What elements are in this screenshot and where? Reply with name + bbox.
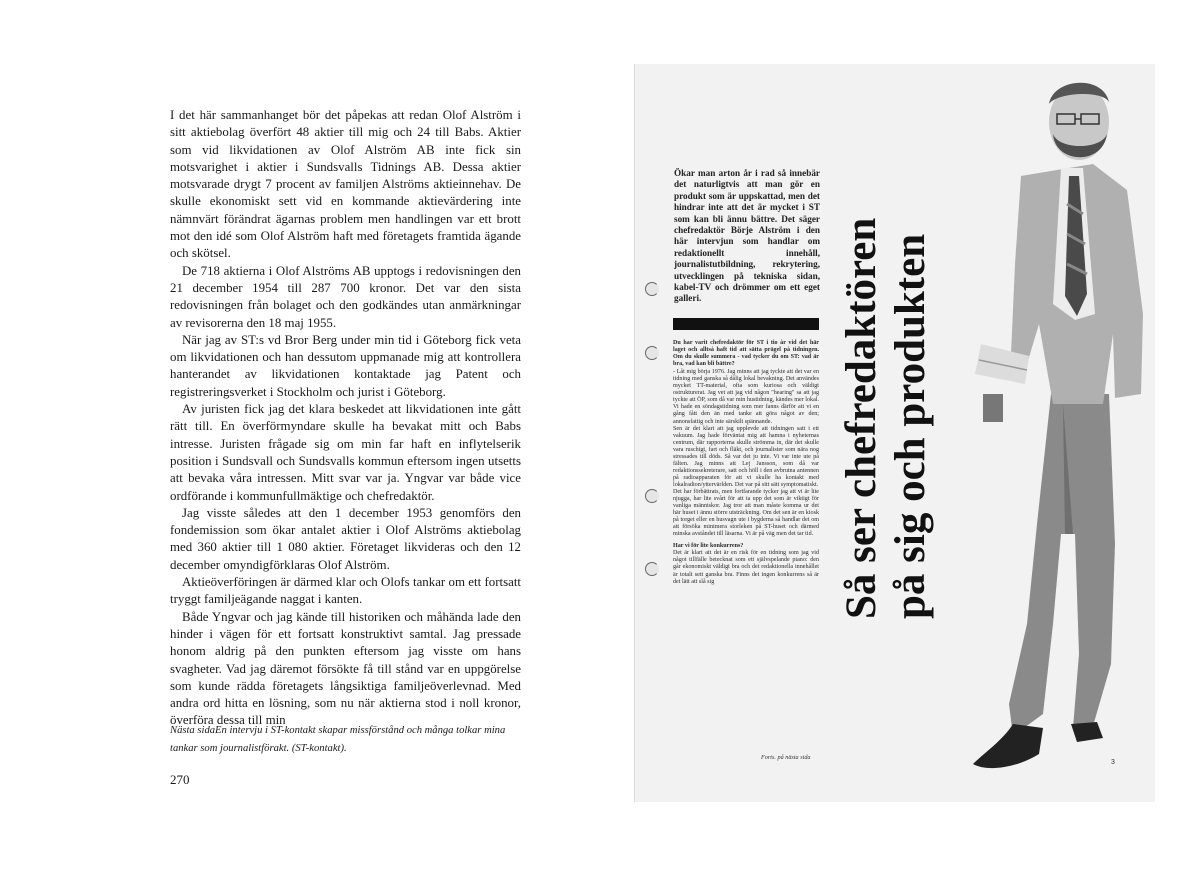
article-paragraph: Sen är det klart att jag upplevde att tidningen satt i ett vakuum. Jag hade förväntat mig att hamna i nyheternas centrum, där rapporterna skulle strömma in, där det skulle vara ruschigt, fart och fläkt, och journalister som nära nog stressades till döds. Så var det ju inte. Vi var inte ute på fälten. Jag minns att Lej Jansson, som då var redaktionssekreterare, satt och höll i den avbrutna antennen på radioapparaten för att vi skulle ha kontakt med lokalradion/yttervärlden. Det var på sitt sätt symptomatiskt. — [673, 425, 819, 488]
magazine-page-number: 3 — [1111, 759, 1115, 766]
paragraph: När jag av ST:s vd Bror Berg under min tid i Göteborg fick veta om likvidationen och han dessutom uppmanade mig att kontrollera hanterandet av likvidationen kontaktade jag Patent och registreringsverket i Stockholm och jurist i Göteborg. — [170, 332, 521, 399]
paragraph: De 718 aktierna i Olof Alströms AB upptogs i redovisningen den 21 december 1954 till 287 700 kronor. Det var den sista redovisningen från bolaget och den godkändes utan anmärkningar av revisorerna den 18 maj 1955. — [170, 263, 521, 330]
image-caption: Nästa sidaEn intervju i ST-kontakt skapar missförstånd och många tolkar mina tankar som journalistförakt. (ST-kontakt). — [170, 725, 506, 754]
headline-line: Så ser chefredaktören — [838, 217, 885, 619]
portrait-photo — [943, 64, 1155, 802]
lead-text: Ökar man arton år i rad så innebär det naturligtvis att man gör en produkt som är uppskattad, men det hindrar inte att det är mycket i ST som kan bli ännu bättre. Det säger chefredaktör Börje Alström i den här intervjun som handlar om redaktionellt innehåll, journalistutbildning, rekrytering, utvecklingen på tekniska sidan, kabel-TV och drömmer om ett eget galleri. — [674, 168, 820, 304]
article-subhead: Har vi för lite konkurrens? — [673, 543, 744, 550]
paragraph: Både Yngvar och jag kände till historiken och måhända lade den hinder i vägen för ett fortsatt konstruktivt samtal. Jag pressade honom aldrig på den punkten eftersom jag visste om hans svagheter. Vad jag däremot försökte få till stånd var en uppgörelse som kunde rädda företagets långsiktiga familjeöverlevnad. Med andra ord hitta en lösning, som nu när aktierna stod i noll kronor, överföra dessa till min — [170, 609, 521, 728]
binder-hole-icon — [645, 562, 659, 576]
body-text — [170, 107, 521, 730]
paragraph: I det här sammanhanget bör det påpekas att redan Olof Alström i sitt aktiebolag överfört 48 aktier till mig och 24 till Babs. Aktier som vid likvidationen av Olof Alström AB inte fick sin motsvarighet i aktier i Sundsvalls Tidnings AB. Dessa aktier motsvarade drygt 7 procent av familjen Alströms aktieinnehav. De skulle ekonomiskt sett vid en kommande aktievärdering inte nämnvärt förändrat ägarnas problem men handlingen var ett brott mot den idé som Olof Alström haft med företagets framtida ägande och skötsel. — [170, 108, 521, 261]
separator-bar — [673, 318, 819, 330]
binder-hole-icon — [645, 282, 659, 296]
page-number: 270 — [170, 772, 190, 787]
article-paragraph: Det har förbättrats, men fortfarande tycker jag att vi är lite njugga, har lite svårt för att ta upp det som är viktigt för vanliga människor. Jag tror att man måste komma ur det här huset i ännu större utsträckning. Om det sen är en kiosk på torget eller en husvagn ute i bygderna så handlar det om att försöka minimera storleken på ST-huset och därmed minska avståndet till läsarna. Vi är på väg men det tar tid. — [673, 488, 819, 538]
paragraph: Av juristen fick jag det klara beskedet att likvidationen inte gått rätt till. En överförmyndare skulle ha bevakat mitt och Babs intresse. Juristen frågade sig om min far haft en inflytelserik position i Sundsvall och Sundsvalls kommun eftersom ingen utsetts att bevaka våra intressen. Mitt svar var ja. Yngvar var både vice ordförande i kommunfullmäktige och chefredaktör. — [170, 402, 521, 503]
paragraph: Jag visste således att den 1 december 1953 genomförs den fondemission som ökar antalet aktier i Olof Alströms aktiebolag med 360 aktier till 1 080 aktier. Företaget likvideras och den 12 december omyndigförklaras Olof Alström. — [170, 505, 521, 572]
continued-note: Forts. på nästa sida — [761, 754, 811, 761]
article-paragraph: Det är klart att det är en risk för en tidning som jag vid något tillfälle betecknat som ett självspelande piano: den går ekonomiskt väldigt bra och det redaktionella innehållet är totalt sett ganska bra. Finns det ingen konkurrens så är det lätt att slå sig — [673, 550, 819, 585]
binder-hole-icon — [645, 489, 659, 503]
article-headline — [837, 159, 949, 619]
binder-hole-icon — [645, 346, 659, 360]
paragraph: Aktieöverföringen är därmed klar och Olofs tankar om ett fortsatt tryggt familjeägande naggat i kanten. — [170, 575, 521, 607]
person-figure — [973, 83, 1143, 768]
article-paragraph: - Låt mig börja 1976. Jag minns att jag tyckte att det var en tidning med ganska så dålig lokal bevakning. Det användes mycket TT-material, ofta som kuriosa och väldigt ostrukturerat. Jag vet att jag vid någon "hearing" sa att jag tyckte att ÖP, som då var min hustidning, kändes mer lokal. Vi hade en söndagstidning som mer fanns därför att vi en gång fått den än med tanke att göra något av den; annonsfattig och inte särskilt spännande. — [673, 369, 819, 425]
headline-line: på sig och produkten — [887, 233, 934, 619]
scanned-magazine-page — [634, 64, 1155, 802]
article-body — [673, 340, 819, 586]
article-lead — [674, 168, 820, 305]
interview-question: Du har varit chefredaktör för ST i tio år vid det här laget och alltså haft tid att sätta prägel på tidningen. Om du skulle summera - vad tycker du om ST: vad är bra, vad kan bli bättre? — [673, 340, 819, 368]
